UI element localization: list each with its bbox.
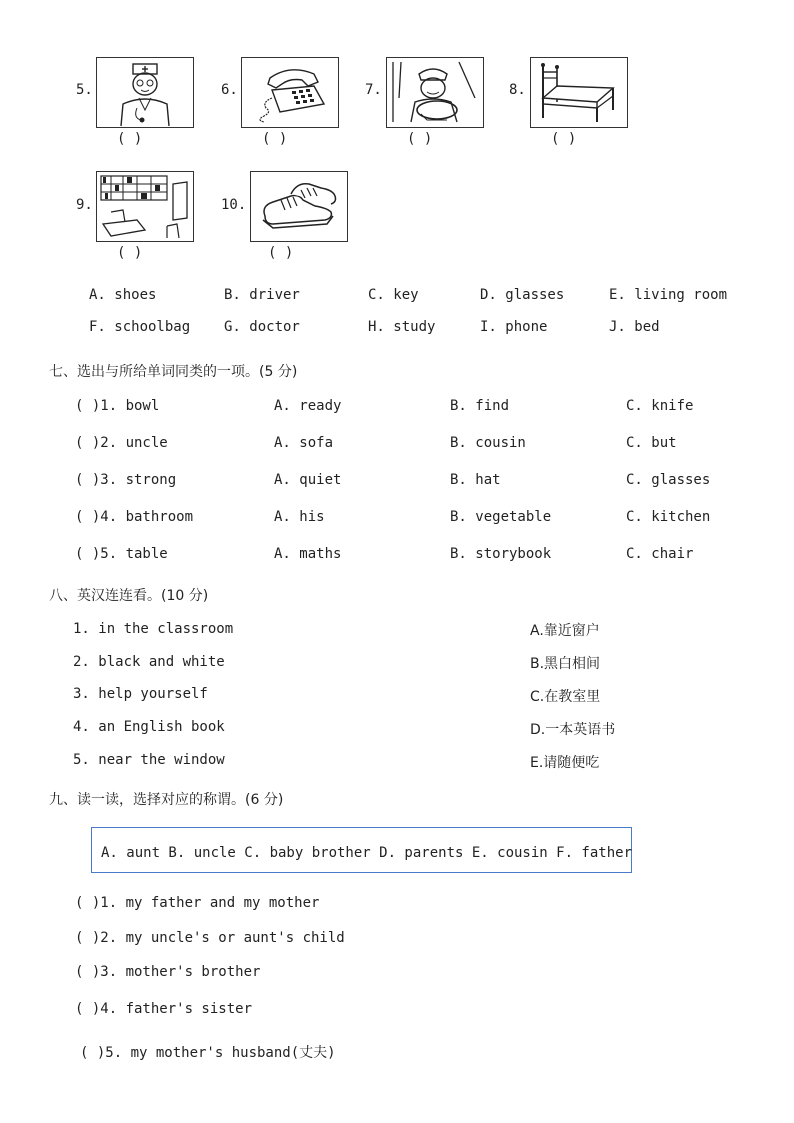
option-c-key: C. key (368, 287, 419, 303)
driver-icon (387, 58, 483, 127)
s7-q3-a: A. quiet (274, 472, 342, 488)
picture-number-9: 9. (76, 197, 93, 213)
s7-q1-a: A. ready (274, 398, 342, 414)
picture-number-8: 8. (509, 82, 526, 98)
s9-q5: ( )5. my mother's husband(丈夫) (80, 1045, 336, 1061)
picture-number-10: 10. (221, 197, 247, 213)
s7-q4: ( )4. bathroom (75, 509, 194, 525)
driver-picture (386, 57, 484, 128)
doctor-icon (97, 58, 193, 127)
s7-q4-b: B. vegetable (450, 509, 552, 525)
s9-q2: ( )2. my uncle's or aunt's child (75, 930, 345, 946)
s7-q1: ( )1. bowl (75, 398, 160, 414)
s9-q4: ( )4. father's sister (75, 1001, 253, 1017)
option-f-schoolbag: F. schoolbag (89, 319, 191, 335)
doctor-picture (96, 57, 194, 128)
bed-icon (531, 58, 627, 127)
s7-q5-c: C. chair (626, 546, 694, 562)
s7-q5-b: B. storybook (450, 546, 552, 562)
picture-number-7: 7. (365, 82, 382, 98)
s7-q2-b: B. cousin (450, 435, 526, 451)
s7-q1-c: C. knife (626, 398, 694, 414)
answer-paren-5: ( ) (117, 131, 143, 147)
s8-left-2: 2. black and white (73, 654, 225, 670)
s8-right-a: A.靠近窗户 (530, 623, 600, 639)
s7-q5: ( )5. table (75, 546, 168, 562)
s7-q2-a: A. sofa (274, 435, 334, 451)
s7-q4-a: A. his (274, 509, 325, 525)
shoes-icon (251, 172, 347, 241)
option-j-bed: J. bed (609, 319, 660, 335)
answer-paren-8: ( ) (551, 131, 577, 147)
section7-title: 七、选出与所给单词同类的一项。(5 分) (49, 364, 298, 380)
answer-paren-6: ( ) (262, 131, 288, 147)
answer-paren-10: ( ) (268, 245, 294, 261)
option-g-doctor: G. doctor (224, 319, 300, 335)
bed-picture (530, 57, 628, 128)
picture-number-6: 6. (221, 82, 238, 98)
picture-number-5: 5. (76, 82, 93, 98)
answer-paren-7: ( ) (407, 131, 433, 147)
s7-q3: ( )3. strong (75, 472, 177, 488)
s8-left-3: 3. help yourself (73, 686, 208, 702)
option-h-study: H. study (368, 319, 436, 335)
s9-q3: ( )3. mother's brother (75, 964, 261, 980)
section9-title: 九、读一读，选择对应的称谓。(6 分) (49, 792, 284, 808)
phone-picture (241, 57, 339, 128)
s7-q5-a: A. maths (274, 546, 342, 562)
s8-right-c: C.在教室里 (530, 689, 601, 705)
s7-q3-b: B. hat (450, 472, 501, 488)
shoes-picture (250, 171, 348, 242)
option-a-shoes: A. shoes (89, 287, 157, 303)
study-room-icon (97, 172, 193, 241)
options-box (91, 827, 632, 873)
option-b-driver: B. driver (224, 287, 300, 303)
s8-right-e: E.请随便吃 (530, 755, 600, 771)
option-e-living-room: E. living room (609, 287, 728, 303)
s7-q3-c: C. glasses (626, 472, 711, 488)
s8-left-1: 1. in the classroom (73, 621, 234, 637)
s7-q4-c: C. kitchen (626, 509, 711, 525)
s8-left-5: 5. near the window (73, 752, 225, 768)
s7-q1-b: B. find (450, 398, 510, 414)
phone-icon (242, 58, 338, 127)
s8-left-4: 4. an English book (73, 719, 225, 735)
s8-right-d: D.一本英语书 (530, 722, 616, 738)
s8-right-b: B.黑白相间 (530, 656, 601, 672)
section8-title: 八、英汉连连看。(10 分) (49, 588, 209, 604)
option-d-glasses: D. glasses (480, 287, 565, 303)
s9-q1: ( )1. my father and my mother (75, 895, 320, 911)
s7-q2: ( )2. uncle (75, 435, 168, 451)
s7-q2-c: C. but (626, 435, 677, 451)
study-room-picture (96, 171, 194, 242)
option-i-phone: I. phone (480, 319, 548, 335)
options-box-text: A. aunt B. uncle C. baby brother D. parents E. cousin F. father (101, 845, 633, 861)
answer-paren-9: ( ) (117, 245, 143, 261)
